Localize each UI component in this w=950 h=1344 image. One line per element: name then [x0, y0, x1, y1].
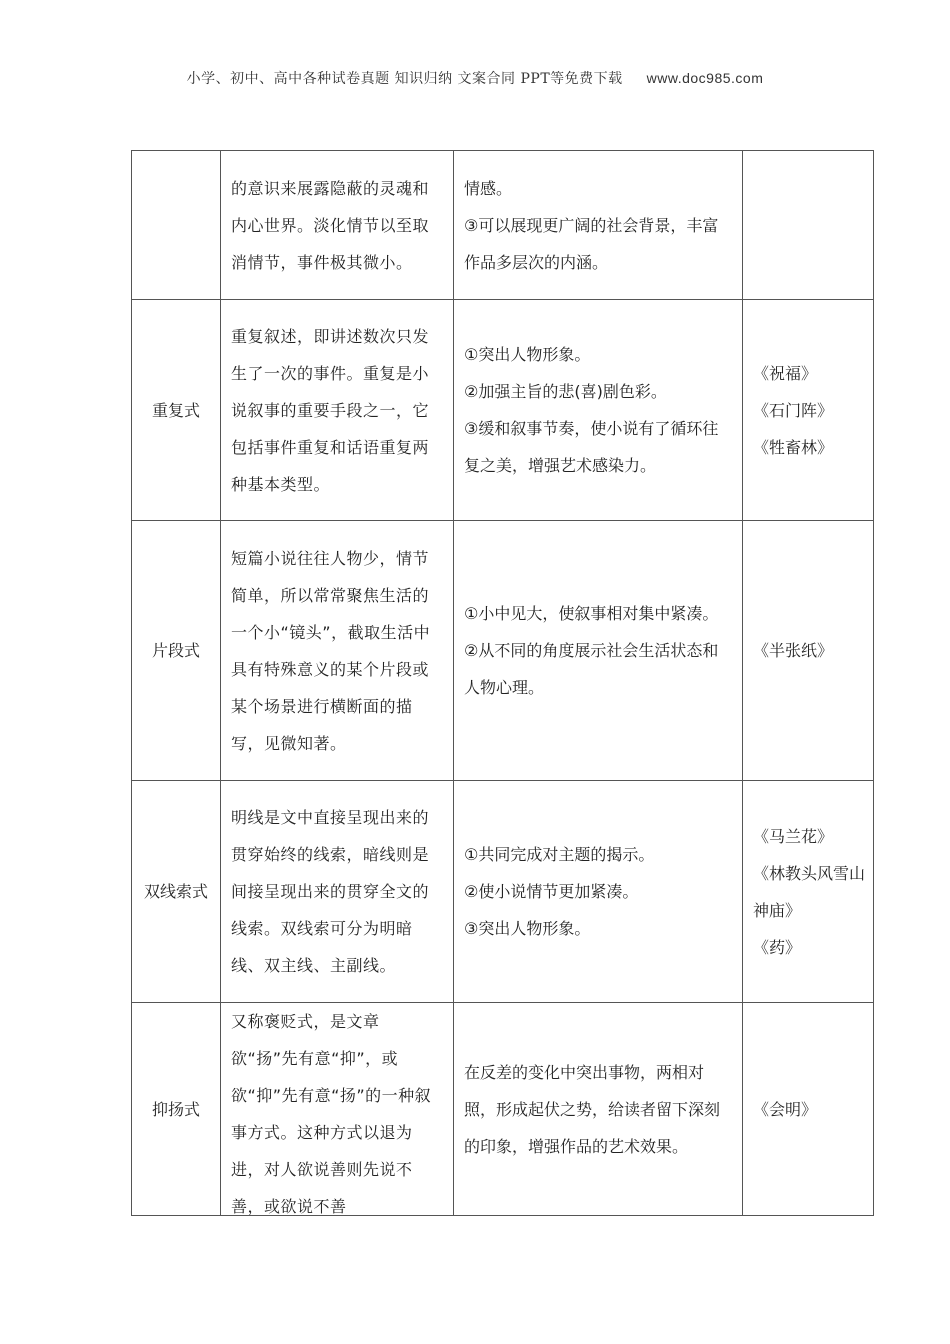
effect-item: ③可以展现更广阔的社会背景，丰富作品多层次的内涵。 — [464, 215, 719, 272]
effect-item: ①共同完成对主题的揭示。 — [464, 845, 655, 864]
table-row — [132, 1003, 874, 1216]
effect-item: ②使小说情节更加紧凑。 — [464, 882, 639, 901]
effect-item: ③缓和叙事节奏，使小说有了循环往复之美，增强艺术感染力。 — [464, 419, 719, 475]
header-site: www.doc985.com — [646, 70, 764, 86]
effect-item: 情感。 — [464, 178, 513, 198]
row-name-cell: 重复式 — [132, 300, 221, 521]
effect-item: ①突出人物形象。 — [464, 345, 591, 364]
row-definition: 明线是文中直接呈现出来的贯穿始终的线索，暗线则是间接呈现出来的贯穿全文的线索。双线索可分为明暗线、双主线、主副线。 — [231, 808, 430, 975]
row-definition-cell — [221, 521, 454, 781]
row-example-cell — [743, 781, 874, 1003]
row-name-cell: 双线索式 — [132, 781, 221, 1003]
table-row — [132, 300, 874, 521]
effect-item: ①小中见大，使叙事相对集中紧凑。 — [464, 604, 719, 623]
table-row — [132, 521, 874, 781]
row-name-cell: 抑扬式 — [132, 1003, 221, 1216]
header-text: 小学、初中、高中各种试卷真题 知识归纳 文案合同 PPT等免费下载 — [186, 71, 623, 87]
row-definition-cell — [221, 151, 454, 300]
row-effect-cell — [454, 300, 743, 521]
example-item: 《石门阵》 — [753, 400, 834, 420]
example-item: 《牲畜林》 — [753, 437, 834, 457]
row-effect-cell — [454, 151, 743, 300]
row-example-cell — [743, 151, 874, 300]
effect-item: ③突出人物形象。 — [464, 919, 591, 938]
row-name-cell: 片段式 — [132, 521, 221, 781]
table-row — [132, 781, 874, 1003]
row-definition: 的意识来展露隐蔽的灵魂和内心世界。淡化情节以至取消情节，事件极其微小。 — [231, 178, 430, 272]
example-item: 《林教头风雪山神庙》 — [753, 863, 866, 920]
example-item: 《半张纸》 — [753, 641, 834, 660]
row-definition-cell — [221, 300, 454, 521]
effect-item: ②从不同的角度展示社会生活状态和人物心理。 — [464, 641, 719, 697]
narrative-structure-table — [131, 150, 874, 1216]
row-effect-cell — [454, 521, 743, 781]
row-definition: 又称褒贬式，是文章欲“扬”先有意“抑”，或欲“抑”先有意“扬”的一种叙事方式。这种方式以退为进，对人欲说善则先说不善，或欲说不善 — [231, 1012, 432, 1215]
example-item: 《祝福》 — [753, 363, 818, 383]
row-effect-cell — [454, 781, 743, 1003]
example-item: 《药》 — [753, 937, 802, 957]
effect-item: ②加强主旨的悲(喜)剧色彩。 — [464, 382, 667, 401]
row-effect-cell — [454, 1003, 743, 1216]
row-definition: 重复叙述，即讲述数次只发生了一次的事件。重复是小说叙事的重要手段之一，它包括事件重复和话语重复两种基本类型。 — [231, 326, 430, 494]
row-definition-cell — [221, 1003, 454, 1216]
example-item: 《马兰花》 — [753, 826, 834, 846]
example-item: 《会明》 — [753, 1099, 818, 1119]
page-header — [0, 68, 950, 88]
row-example-cell — [743, 521, 874, 781]
row-example-cell — [743, 300, 874, 521]
row-example-cell — [743, 1003, 874, 1216]
effect-item: 在反差的变化中突出事物，两相对照，形成起伏之势，给读者留下深刻的印象，增强作品的艺术效果。 — [464, 1062, 721, 1156]
row-definition: 短篇小说往往人物少，情节简单，所以常常聚焦生活的一个小“镜头”，截取生活中具有特殊意义的某个片段或某个场景进行横断面的描写，见微知著。 — [231, 548, 431, 753]
row-definition-cell — [221, 781, 454, 1003]
table-row — [132, 151, 874, 300]
row-name-cell — [132, 151, 221, 300]
